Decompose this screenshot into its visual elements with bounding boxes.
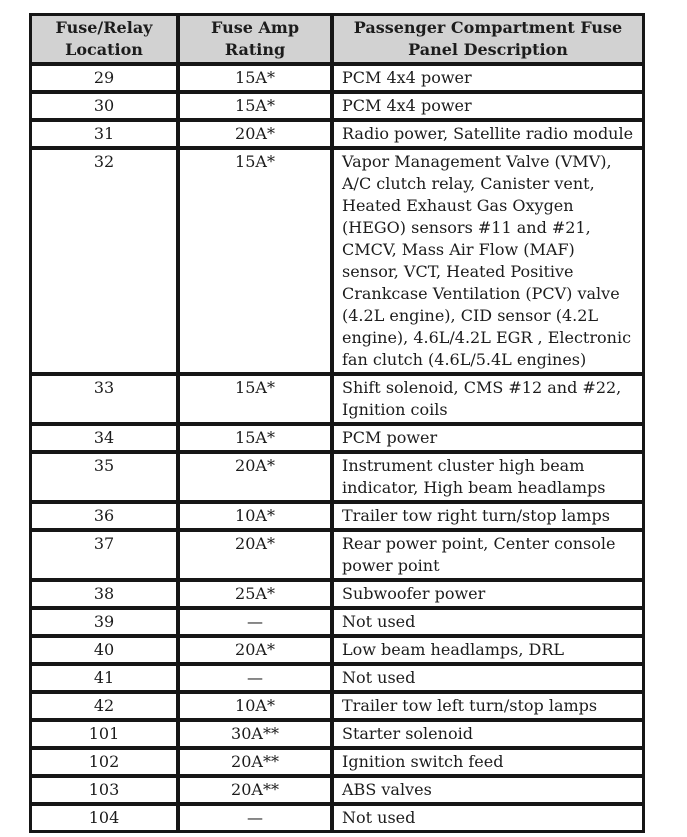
cell-fuse-amp-rating: 10A* <box>178 502 332 530</box>
column-header-fuse-relay-location: Fuse/Relay Location <box>30 14 178 64</box>
table-body <box>30 64 644 832</box>
table-row <box>30 748 644 776</box>
cell-fuse-amp-rating: — <box>178 804 332 832</box>
cell-description: Not used <box>332 664 644 692</box>
cell-description: Trailer tow right turn/stop lamps <box>332 502 644 530</box>
table-row <box>30 452 644 502</box>
cell-fuse-relay-location: 41 <box>30 664 178 692</box>
cell-fuse-amp-rating: 15A* <box>178 424 332 452</box>
cell-fuse-amp-rating: 15A* <box>178 374 332 424</box>
cell-description: Low beam headlamps, DRL <box>332 636 644 664</box>
table-row <box>30 148 644 374</box>
cell-fuse-amp-rating: 15A* <box>178 92 332 120</box>
table-header <box>30 14 644 64</box>
cell-fuse-amp-rating: 20A* <box>178 530 332 580</box>
cell-fuse-amp-rating: 20A* <box>178 452 332 502</box>
cell-fuse-relay-location: 31 <box>30 120 178 148</box>
table-row <box>30 776 644 804</box>
column-header-panel-description: Passenger Compartment Fuse Panel Description <box>332 14 644 64</box>
cell-fuse-relay-location: 37 <box>30 530 178 580</box>
cell-fuse-relay-location: 101 <box>30 720 178 748</box>
table-row <box>30 374 644 424</box>
cell-fuse-amp-rating: 20A* <box>178 636 332 664</box>
cell-description: Radio power, Satellite radio module <box>332 120 644 148</box>
table-row <box>30 92 644 120</box>
table-row <box>30 804 644 832</box>
cell-fuse-relay-location: 32 <box>30 148 178 374</box>
cell-description: Subwoofer power <box>332 580 644 608</box>
cell-fuse-amp-rating: 20A* <box>178 120 332 148</box>
table-row <box>30 692 644 720</box>
cell-fuse-amp-rating: — <box>178 664 332 692</box>
cell-description: PCM power <box>332 424 644 452</box>
cell-fuse-relay-location: 39 <box>30 608 178 636</box>
cell-description: PCM 4x4 power <box>332 92 644 120</box>
cell-fuse-amp-rating: 15A* <box>178 64 332 92</box>
cell-fuse-relay-location: 104 <box>30 804 178 832</box>
cell-description: Starter solenoid <box>332 720 644 748</box>
cell-fuse-amp-rating: 10A* <box>178 692 332 720</box>
cell-fuse-amp-rating: 20A** <box>178 776 332 804</box>
table-row <box>30 120 644 148</box>
cell-fuse-relay-location: 34 <box>30 424 178 452</box>
cell-fuse-relay-location: 30 <box>30 92 178 120</box>
table-row <box>30 502 644 530</box>
table-row <box>30 664 644 692</box>
cell-description: Not used <box>332 804 644 832</box>
table-row <box>30 64 644 92</box>
table-row <box>30 580 644 608</box>
cell-fuse-amp-rating: — <box>178 608 332 636</box>
cell-description: Rear power point, Center console power point <box>332 530 644 580</box>
cell-fuse-amp-rating: 25A* <box>178 580 332 608</box>
cell-fuse-relay-location: 36 <box>30 502 178 530</box>
cell-fuse-amp-rating: 15A* <box>178 148 332 374</box>
fuse-table-container <box>29 13 643 833</box>
cell-fuse-relay-location: 38 <box>30 580 178 608</box>
table-row <box>30 424 644 452</box>
table-row <box>30 530 644 580</box>
cell-fuse-amp-rating: 20A** <box>178 748 332 776</box>
passenger-compartment-fuse-panel-table <box>29 13 645 833</box>
header-row <box>30 14 644 64</box>
cell-fuse-relay-location: 33 <box>30 374 178 424</box>
cell-fuse-amp-rating: 30A** <box>178 720 332 748</box>
cell-fuse-relay-location: 29 <box>30 64 178 92</box>
cell-description: Not used <box>332 608 644 636</box>
cell-fuse-relay-location: 103 <box>30 776 178 804</box>
cell-description: Ignition switch feed <box>332 748 644 776</box>
cell-fuse-relay-location: 102 <box>30 748 178 776</box>
cell-description: Trailer tow left turn/stop lamps <box>332 692 644 720</box>
cell-description: PCM 4x4 power <box>332 64 644 92</box>
cell-description: ABS valves <box>332 776 644 804</box>
table-row <box>30 720 644 748</box>
cell-description: Instrument cluster high beam indicator, High beam headlamps <box>332 452 644 502</box>
cell-fuse-relay-location: 35 <box>30 452 178 502</box>
table-row <box>30 636 644 664</box>
cell-description: Vapor Management Valve (VMV), A/C clutch relay, Canister vent, Heated Exhaust Gas Oxygen (HEGO) sensors #11 and #21, CMCV, Mass Air Flow (MAF) sensor, VCT, Heated Positive Crankcase Ventilation (PCV) valve (4.2L engine), CID sensor (4.2L engine), 4.6L/4.2L EGR , Electronic fan clutch (4.6L/5.4L engines) <box>332 148 644 374</box>
cell-description: Shift solenoid, CMS #12 and #22, Ignition coils <box>332 374 644 424</box>
cell-fuse-relay-location: 40 <box>30 636 178 664</box>
cell-fuse-relay-location: 42 <box>30 692 178 720</box>
column-header-fuse-amp-rating: Fuse Amp Rating <box>178 14 332 64</box>
table-row <box>30 608 644 636</box>
